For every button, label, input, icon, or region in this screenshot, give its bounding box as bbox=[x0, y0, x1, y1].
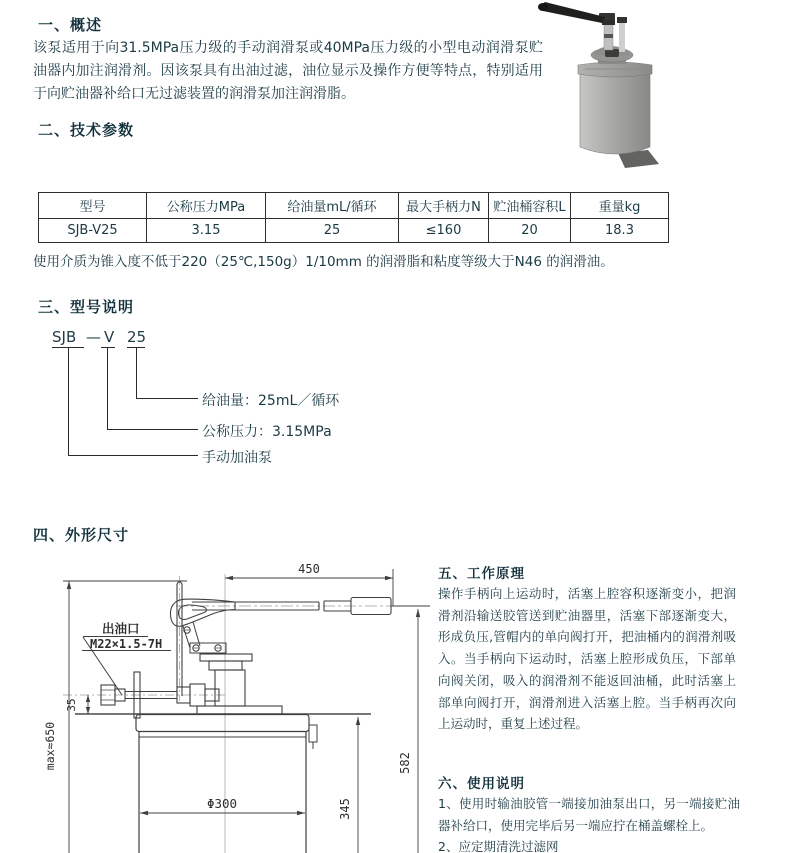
dim-phi300: Φ300 bbox=[206, 796, 238, 811]
callout-line-base-v bbox=[68, 347, 69, 455]
spec-table bbox=[38, 192, 669, 243]
underline-variant bbox=[101, 347, 115, 348]
section-5-heading: 五、工作原理 bbox=[438, 566, 525, 582]
spec-cell-pressure: 3.15 bbox=[147, 219, 266, 243]
spec-col-model: 型号 bbox=[39, 193, 147, 219]
section-4-heading: 四、外形尺寸 bbox=[33, 526, 130, 544]
section-6-item-1: 1、使用时输油胶管一端接加油泵出口，另一端接贮油器补给口，使用完毕后另一端应拧在桶盖螺栓上。 bbox=[438, 796, 740, 833]
callout-label-pump: 手动加油泵 bbox=[202, 450, 272, 466]
spec-cell-handle-force: ≤160 bbox=[399, 219, 489, 243]
spec-col-weight: 重量kg bbox=[571, 193, 669, 219]
callout-label-oil: 给油量：25mL／循环 bbox=[202, 393, 340, 409]
spec-cell-weight: 18.3 bbox=[571, 219, 669, 243]
spec-table-data-row bbox=[39, 219, 669, 243]
outlet-label-thread: M22×1.5-7H bbox=[90, 637, 163, 651]
outline-drawing bbox=[30, 556, 440, 853]
callout-line-variant-h bbox=[107, 429, 198, 430]
outline-drawing-svg bbox=[30, 556, 440, 853]
spec-cell-barrel-volume: 20 bbox=[489, 219, 571, 243]
dim-582: 582 bbox=[398, 752, 412, 774]
spec-col-oil-per-cycle: 给油量mL/循环 bbox=[266, 193, 399, 219]
callout-line-variant-v bbox=[107, 347, 108, 429]
dim-max650: max≈650 bbox=[43, 721, 57, 771]
spec-table-header-row bbox=[39, 193, 669, 219]
spec-cell-model: SJB-V25 bbox=[39, 219, 147, 243]
dim-345: 345 bbox=[338, 798, 352, 820]
model-code-size: 25 bbox=[127, 328, 147, 346]
callout-label-pressure: 公称压力：3.15MPa bbox=[202, 424, 332, 440]
section-3-heading: 三、型号说明 bbox=[38, 298, 135, 316]
outlet-label-title: 出油口 bbox=[102, 621, 140, 636]
model-code-base: SJB bbox=[52, 328, 77, 346]
callout-line-size-v bbox=[136, 347, 137, 398]
spec-col-pressure: 公称压力MPa bbox=[147, 193, 266, 219]
medium-note: 使用介质为锥入度不低于220（25℃,150g）1/10mm 的润滑脂和粘度等级大于N46 的润滑油。 bbox=[33, 254, 614, 270]
photo-handle bbox=[541, 2, 605, 23]
section-5-body: 操作手柄向上运动时，活塞上腔容积逐渐变小，把润滑剂沿输送胶管送到贮油器里，活塞下部逐渐变大，形成负压,管帽内的单向阀打开，把油桶内的润滑剂吸入。当手柄向下运动时，活塞上腔形成负压，下部单向阀关闭，吸入的润滑剂不能返回油桶，此时活塞上部单向阀打开，润滑剂进入活塞上腔。当手柄再次向上运动时，重复上述过程。 bbox=[438, 586, 736, 732]
callout-line-size-h bbox=[136, 398, 198, 399]
section-6-item-2: 2、应定期清洗过滤网 bbox=[438, 839, 559, 853]
model-code-variant: V bbox=[104, 328, 115, 346]
product-photo bbox=[535, 0, 675, 175]
callout-line-base-h bbox=[68, 455, 198, 456]
spec-cell-oil-per-cycle: 25 bbox=[266, 219, 399, 243]
photo-barrel bbox=[580, 71, 650, 154]
spec-col-handle-force: 最大手柄力N bbox=[399, 193, 489, 219]
section-2-heading: 二、技术参数 bbox=[38, 121, 135, 139]
section-1-body: 该泵适用于向31.5MPa压力级的手动润滑泵或40MPa压力级的小型电动润滑泵贮油器内加注润滑剂。因该泵具有出油过滤，油位显示及操作方便等特点，特别适用于向贮油器补给口无过滤装置的润滑泵加注润滑脂。 bbox=[33, 40, 543, 102]
model-code-dash: — bbox=[86, 328, 101, 346]
section-1-heading: 一、概述 bbox=[38, 16, 103, 34]
spec-col-barrel-volume: 贮油桶容积L bbox=[489, 193, 571, 219]
section-6-heading: 六、使用说明 bbox=[438, 776, 525, 792]
grease-pump-photo bbox=[535, 0, 675, 175]
dim-35: 35 bbox=[65, 698, 78, 712]
dim-450: 450 bbox=[298, 562, 320, 576]
